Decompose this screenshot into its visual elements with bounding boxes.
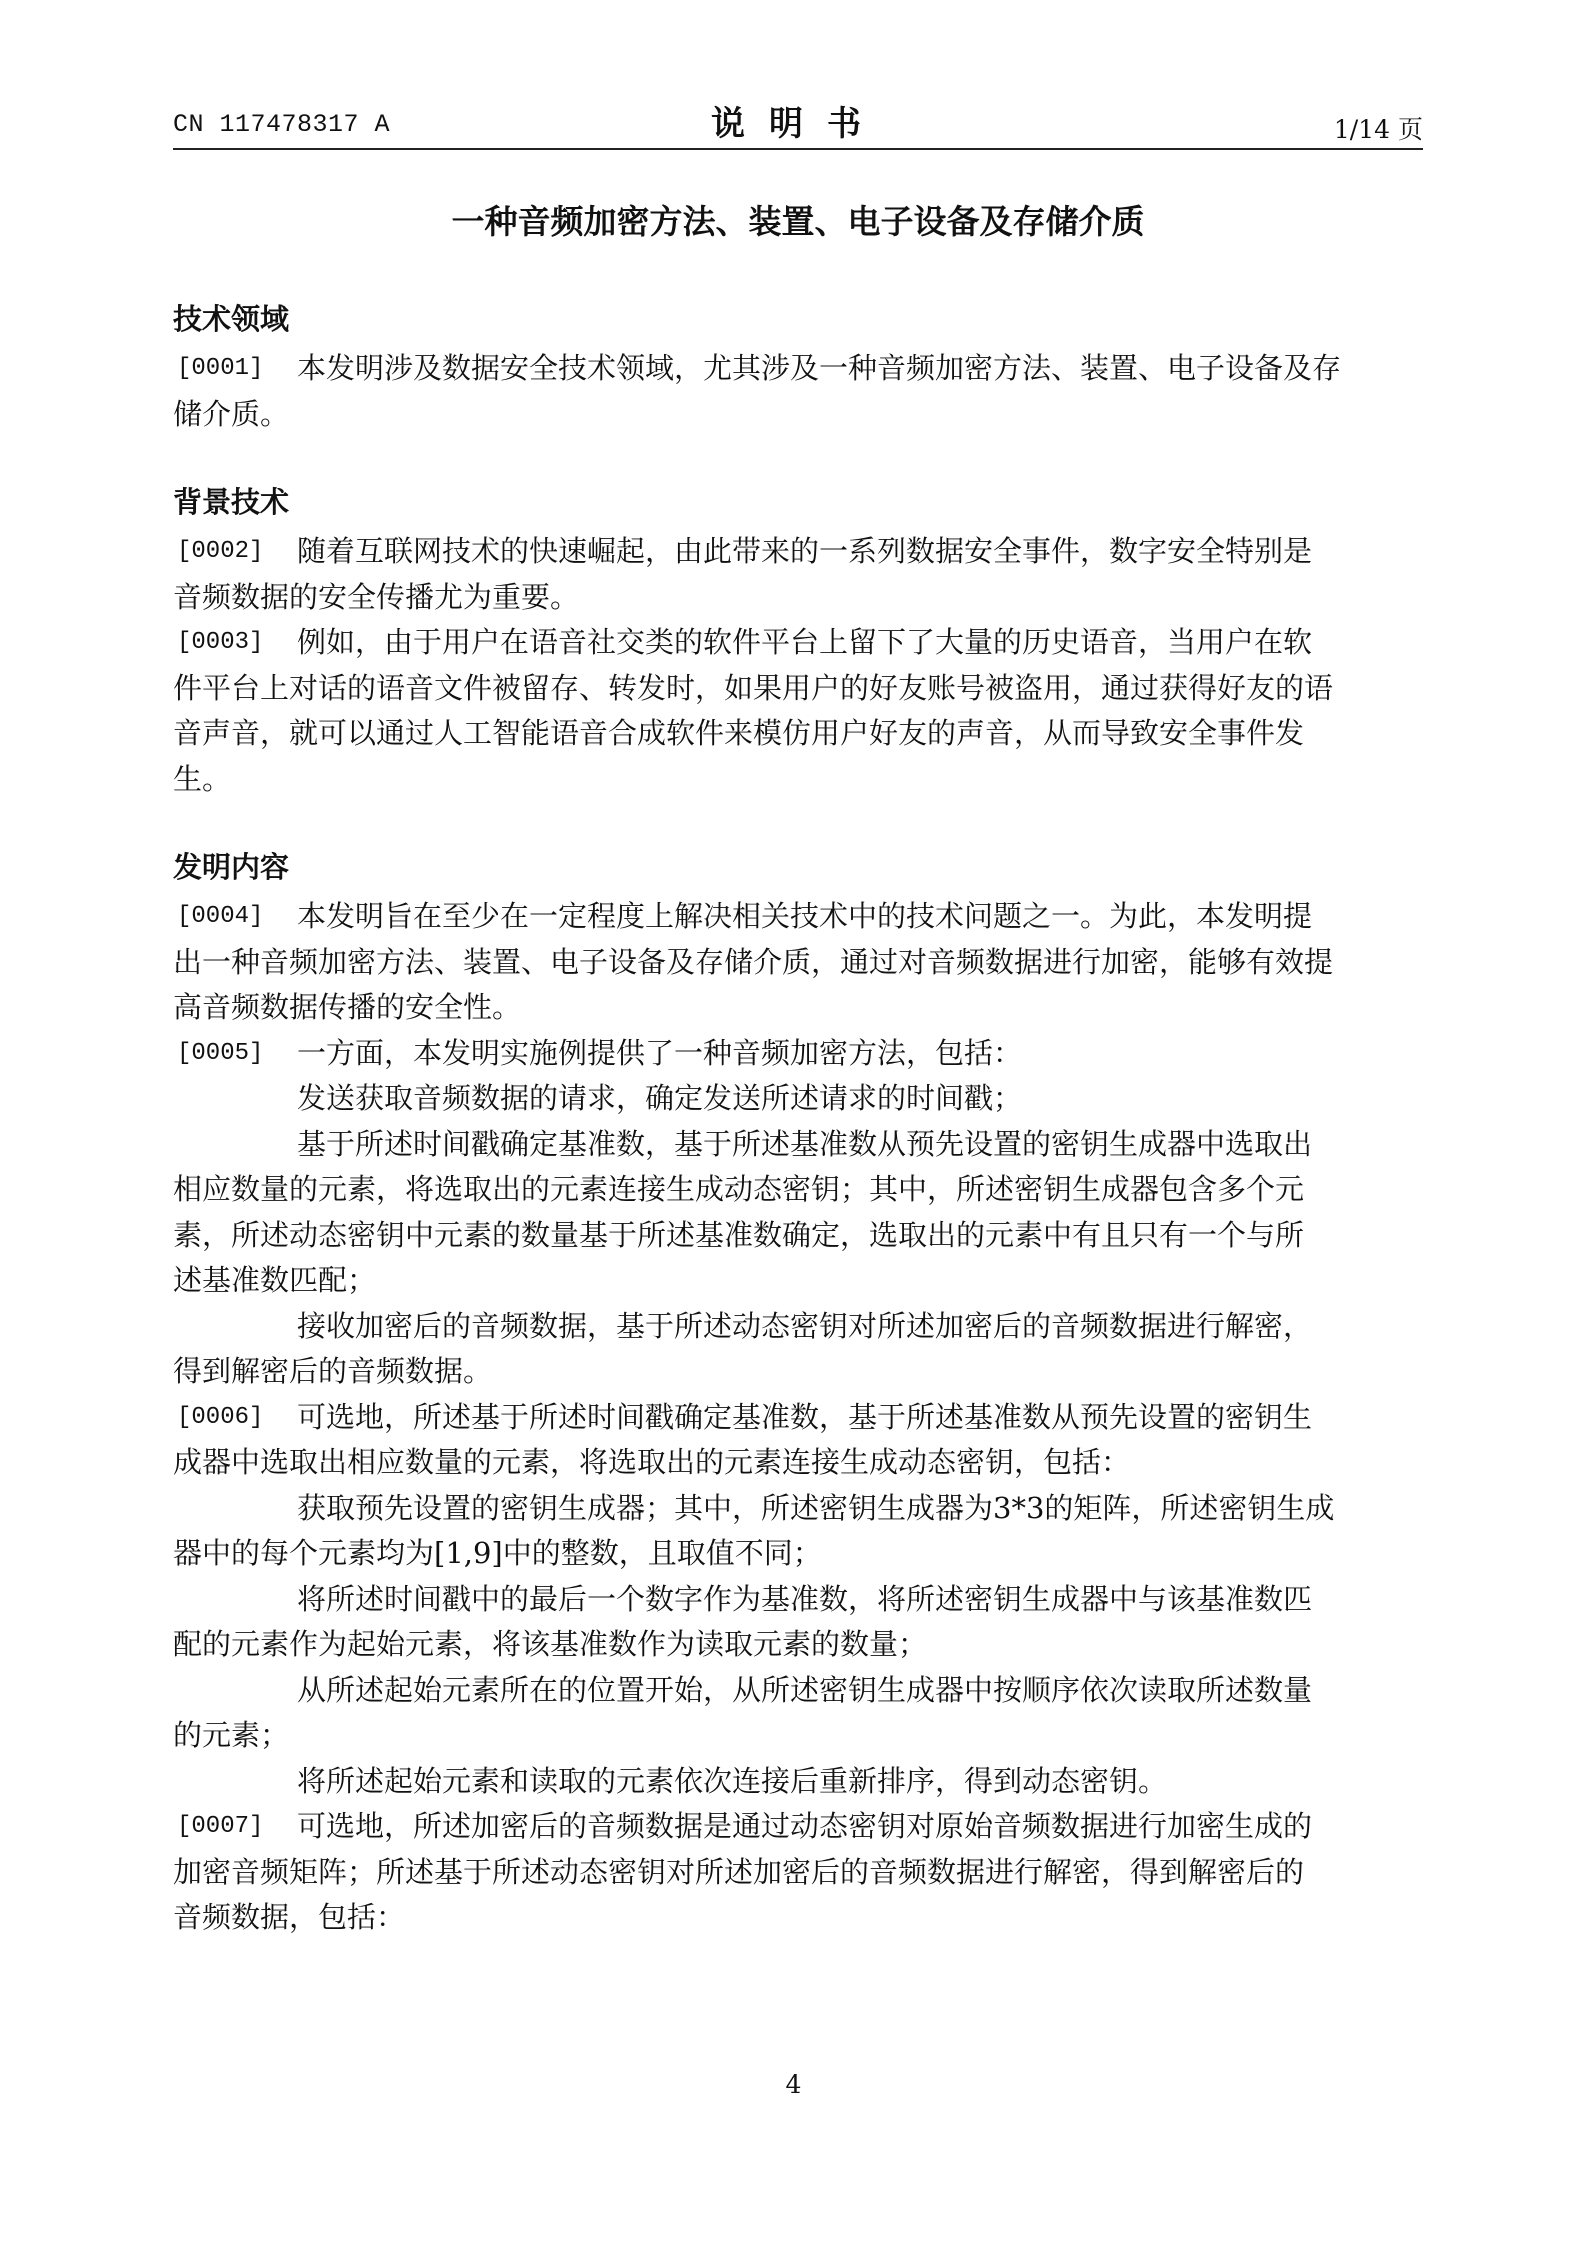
text-line: 接收加密后的音频数据，基于所述动态密钥对所述加密后的音频数据进行解密， [297, 1308, 1313, 1343]
paragraph-number: [0002] [177, 538, 264, 565]
text-line: 出一种音频加密方法、装置、电子设备及存储介质，通过对音频数据进行加密，能够有效提 [173, 944, 1334, 979]
paragraph [173, 346, 1423, 437]
paragraph-number: [0003] [177, 629, 264, 656]
paragraph-number: [0001] [177, 355, 264, 382]
text-line: 生。 [173, 761, 232, 796]
text-line: 本发明涉及数据安全技术领域，尤其涉及一种音频加密方法、装置、电子设备及存 [297, 351, 1342, 385]
text-line: 基于所述时间戳确定基准数，基于所述基准数从预先设置的密钥生成器中选取出 [297, 1126, 1313, 1161]
page-header [173, 96, 1423, 146]
section-heading: 技术领域 [173, 302, 290, 336]
paragraph [173, 1668, 1423, 1759]
paragraph [173, 1486, 1423, 1577]
text-line: 本发明旨在至少在一定程度上解决相关技术中的技术问题之一。为此，本发明提 [297, 899, 1313, 933]
text-line: 例如，由于用户在语音社交类的软件平台上留下了大量的历史语音，当用户在软 [297, 625, 1313, 659]
text-line: 将所述时间戳中的最后一个数字作为基准数，将所述密钥生成器中与该基准数匹 [297, 1581, 1313, 1616]
paragraph [173, 529, 1423, 620]
page-number: 4 [785, 2070, 802, 2099]
text-line: 一方面，本发明实施例提供了一种音频加密方法，包括： [297, 1035, 1023, 1070]
paragraph-number: [0007] [177, 1813, 264, 1840]
paragraph [173, 1304, 1423, 1395]
document-number: CN 117478317 A [173, 110, 391, 139]
section-label: 说明书 [711, 104, 885, 144]
section-heading: 发明内容 [173, 850, 290, 884]
paragraph [173, 1122, 1423, 1304]
text-line: 可选地，所述加密后的音频数据是通过动态密钥对原始音频数据进行加密生成的 [297, 1809, 1313, 1843]
text-line: 将所述起始元素和读取的元素依次连接后重新排序，得到动态密钥。 [297, 1763, 1168, 1798]
text-line: 从所述起始元素所在的位置开始，从所述密钥生成器中按顺序依次读取所述数量 [297, 1672, 1313, 1707]
text-line: 随着互联网技术的快速崛起，由此带来的一系列数据安全事件，数字安全特别是 [297, 534, 1313, 568]
text-line: 素，所述动态密钥中元素的数量基于所述基准数确定，选取出的元素中有且只有一个与所 [173, 1217, 1305, 1252]
text-line: 获取预先设置的密钥生成器；其中，所述密钥生成器为3*3的矩阵，所述密钥生成 [297, 1490, 1335, 1525]
paragraph [173, 894, 1423, 1031]
text-line: 储介质。 [173, 396, 290, 431]
document-title: 一种音频加密方法、装置、电子设备及存储介质 [451, 202, 1145, 241]
text-line: 器中的每个元素均为[1,9]中的整数，且取值不同； [173, 1536, 822, 1570]
text-line: 音频数据的安全传播尤为重要。 [173, 579, 580, 614]
paragraph-number: [0004] [177, 903, 264, 930]
text-line: 配的元素作为起始元素，将该基准数作为读取元素的数量； [173, 1627, 928, 1661]
document-body [173, 298, 1423, 1941]
text-line: 得到解密后的音频数据。 [173, 1354, 493, 1388]
paragraph-number: [0005] [177, 1039, 264, 1067]
paragraph [173, 1031, 1423, 1077]
text-line: 音声音，就可以通过人工智能语音合成软件来模仿用户好友的声音，从而导致安全事件发 [173, 716, 1305, 750]
text-line: 音频数据，包括： [173, 1900, 406, 1934]
header-rule [173, 148, 1423, 150]
text-line: 高音频数据传播的安全性。 [173, 990, 522, 1024]
paragraph-number: [0006] [177, 1403, 264, 1431]
section-heading: 背景技术 [173, 485, 290, 519]
text-line: 件平台上对话的语音文件被留存、转发时，如果用户的好友账号被盗用，通过获得好友的语 [173, 670, 1334, 705]
text-line: 成器中选取出相应数量的元素，将选取出的元素连接生成动态密钥，包括： [173, 1445, 1131, 1479]
paragraph [173, 1759, 1423, 1805]
paragraph [173, 1804, 1423, 1941]
text-line: 加密音频矩阵；所述基于所述动态密钥对所述加密后的音频数据进行解密，得到解密后的 [173, 1854, 1305, 1889]
paragraph [173, 1395, 1423, 1486]
page-indicator: 1/14 页 [1333, 115, 1423, 144]
paragraph [173, 1577, 1423, 1668]
paragraph [173, 1076, 1423, 1122]
paragraph [173, 620, 1423, 802]
text-line: 相应数量的元素，将选取出的元素连接生成动态密钥；其中，所述密钥生成器包含多个元 [173, 1172, 1305, 1206]
text-line: 发送获取音频数据的请求，确定发送所述请求的时间戳； [297, 1081, 1023, 1115]
text-line: 的元素； [173, 1718, 290, 1752]
text-line: 可选地，所述基于所述时间戳确定基准数，基于所述基准数从预先设置的密钥生 [297, 1399, 1313, 1434]
text-line: 述基准数匹配； [173, 1263, 377, 1297]
